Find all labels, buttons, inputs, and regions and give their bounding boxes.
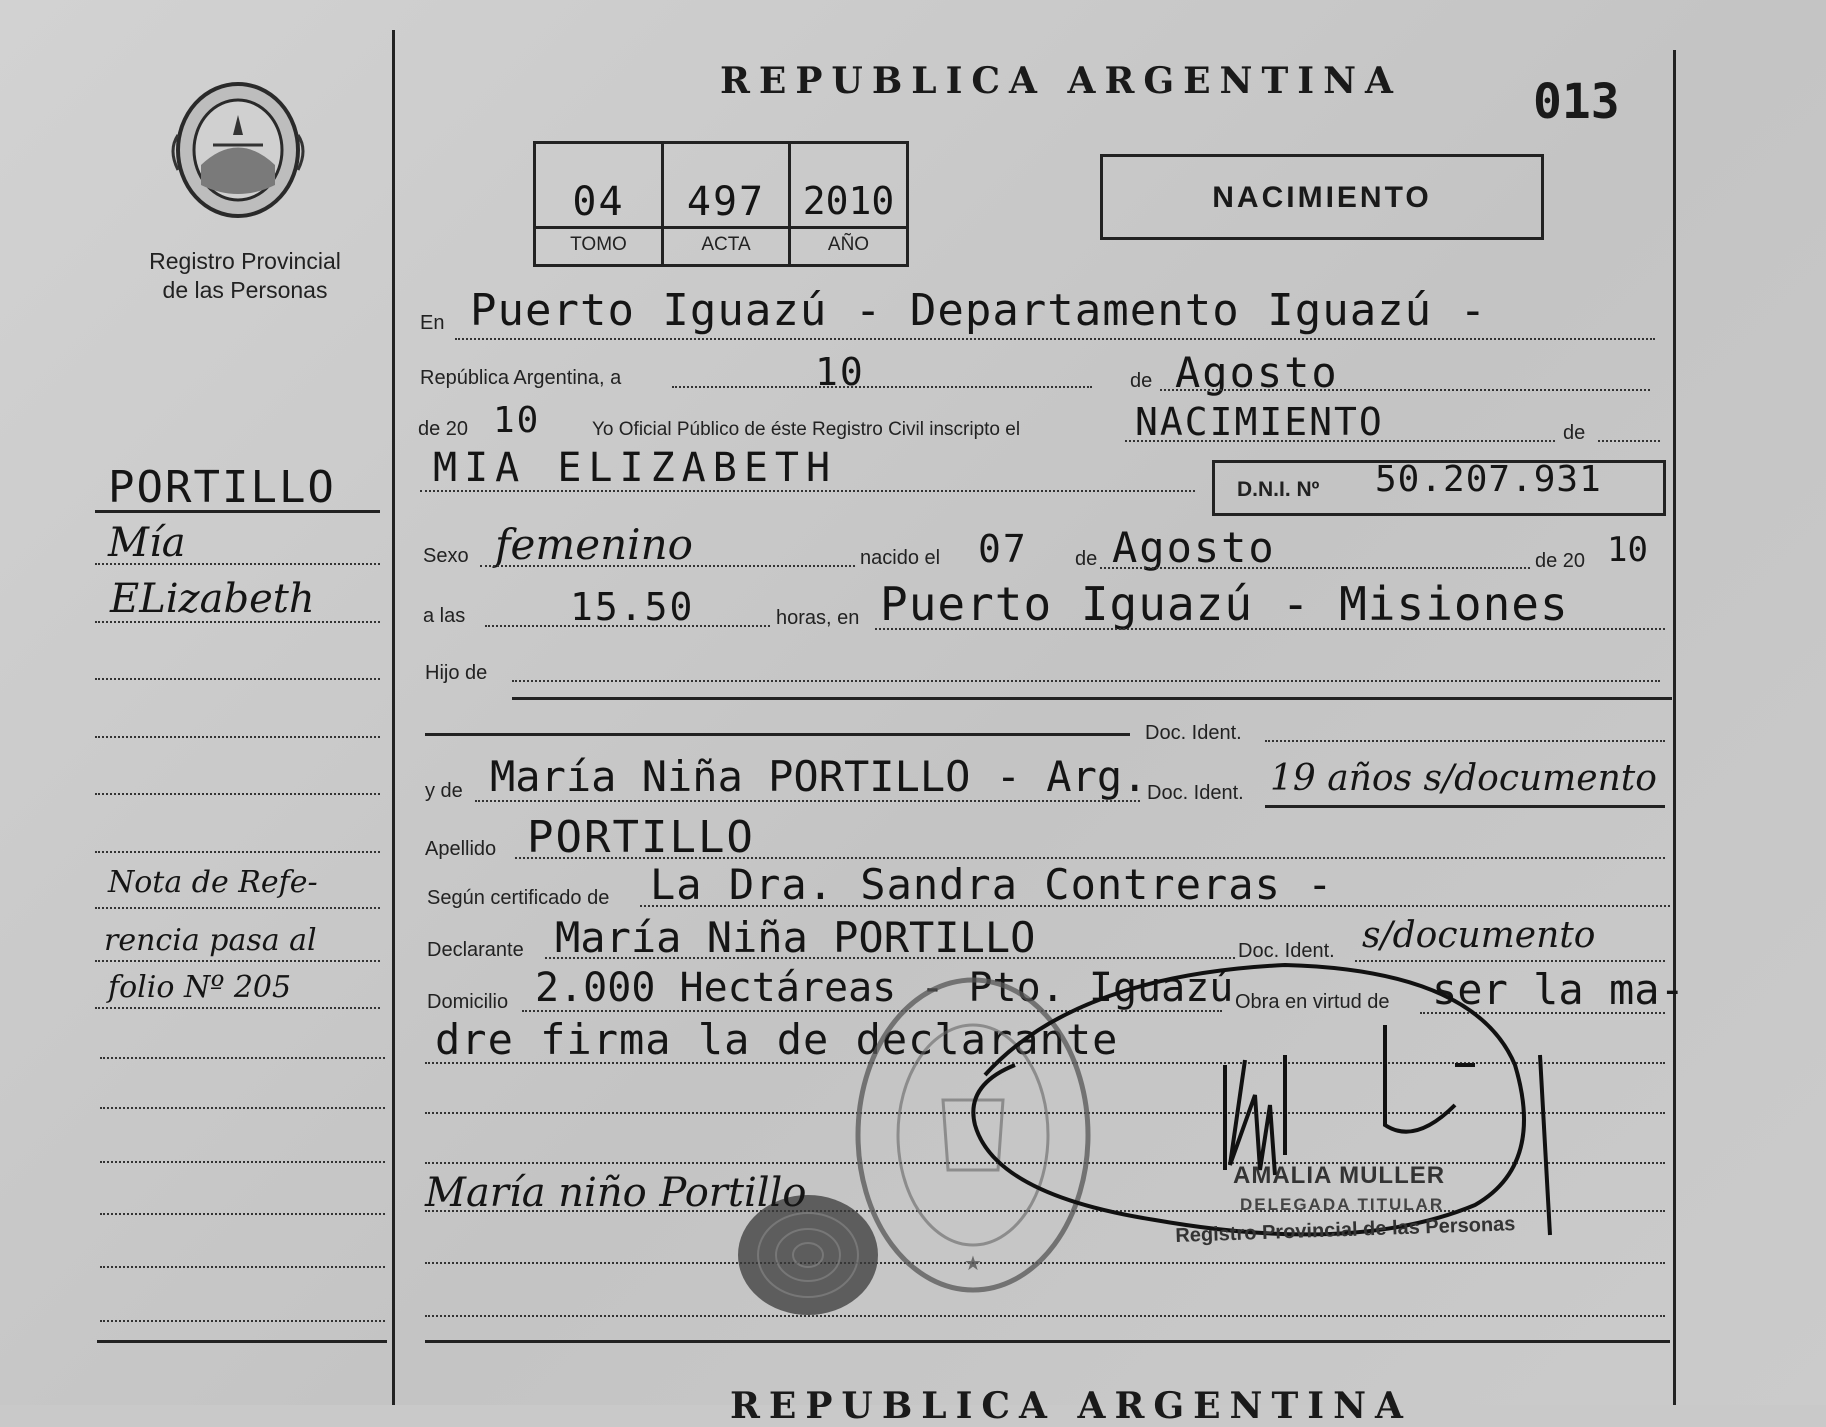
registry-name-line2: de las Personas bbox=[162, 277, 328, 303]
label-republica: República Argentina, a bbox=[420, 367, 622, 389]
label-domicilio: Domicilio bbox=[427, 991, 509, 1013]
full-name: MIA ELIZABETH bbox=[433, 445, 838, 491]
label-doc-ident: Doc. Ident. bbox=[1145, 722, 1242, 744]
hora: 15.50 bbox=[570, 585, 695, 629]
label-apellido: Apellido bbox=[425, 838, 497, 860]
margin-line bbox=[95, 678, 380, 680]
margin-note-1: Nota de Refe- bbox=[108, 865, 318, 900]
label-de20-2: de 20 bbox=[1535, 550, 1586, 572]
label-de20: de 20 bbox=[418, 418, 469, 440]
label-de-2: de bbox=[1563, 422, 1586, 444]
label-sexo: Sexo bbox=[423, 545, 469, 567]
form-line bbox=[485, 625, 770, 627]
misiones-seal-icon bbox=[163, 75, 313, 225]
declarante-doc: s/documento bbox=[1362, 915, 1596, 956]
form-rule bbox=[512, 697, 1672, 700]
form-line bbox=[1598, 440, 1660, 442]
label-declarante: Declarante bbox=[427, 939, 524, 961]
mother: María Niña PORTILLO - Arg. bbox=[490, 752, 1148, 801]
label-nacido: nacido el bbox=[860, 547, 941, 569]
margin-line bbox=[95, 851, 380, 853]
dni-box bbox=[1212, 460, 1666, 516]
official-name: AMALIA MULLER bbox=[1233, 1162, 1446, 1189]
declarante: María Niña PORTILLO bbox=[555, 913, 1036, 962]
form-line bbox=[515, 857, 1665, 859]
form-line bbox=[420, 490, 1195, 492]
document-title: REPUBLICA ARGENTINA bbox=[720, 60, 1402, 102]
margin-line bbox=[95, 736, 380, 738]
margin-line bbox=[100, 1057, 385, 1059]
label-obra: Obra en virtud de bbox=[1235, 991, 1390, 1013]
label-segun: Según certificado de bbox=[427, 887, 610, 909]
margin-line bbox=[100, 1213, 385, 1215]
sexo: femenino bbox=[495, 520, 693, 569]
acta-number-box bbox=[533, 141, 909, 267]
margin-line bbox=[100, 1107, 385, 1109]
tomo-label: TOMO bbox=[570, 234, 627, 255]
acta-value: 497 bbox=[686, 179, 766, 225]
label-oficial: Yo Oficial Público de éste Registro Civil inscripto el bbox=[592, 419, 1021, 440]
svg-text:★: ★ bbox=[964, 1251, 982, 1275]
form-line bbox=[1265, 740, 1665, 742]
form-line bbox=[672, 386, 1092, 388]
page-number: 013 bbox=[1533, 74, 1620, 130]
margin-line bbox=[100, 1161, 385, 1163]
place: Puerto Iguazú - Departamento Iguazú - bbox=[470, 285, 1488, 336]
birth-month: Agosto bbox=[1112, 523, 1276, 572]
margin-line bbox=[100, 1266, 385, 1268]
margin-line bbox=[95, 621, 380, 623]
margin-surname: PORTILLO bbox=[108, 462, 336, 513]
form-line bbox=[425, 1315, 1665, 1317]
dni-label: D.N.I. Nº bbox=[1237, 478, 1320, 501]
margin-underline bbox=[95, 510, 380, 513]
acta-divider bbox=[536, 226, 906, 229]
month: Agosto bbox=[1175, 348, 1339, 397]
registry-name-line1: Registro Provincial bbox=[149, 248, 341, 274]
declarant-signature: María niño Portillo bbox=[425, 1170, 807, 1216]
acta-label: ACTA bbox=[701, 234, 751, 255]
margin-bottom-rule bbox=[97, 1340, 387, 1343]
margin-given-name-1: Mía bbox=[108, 520, 186, 566]
official-office: Registro Provincial de las Personas bbox=[1175, 1213, 1516, 1247]
year-suffix: 10 bbox=[493, 400, 541, 441]
birth-place: Puerto Iguazú - Misiones bbox=[880, 577, 1569, 631]
label-doc-ident-3: Doc. Ident. bbox=[1238, 940, 1335, 962]
form-line bbox=[455, 338, 1655, 340]
label-de: de bbox=[1130, 370, 1153, 392]
form-line bbox=[1100, 567, 1530, 569]
anio-label: AÑO bbox=[827, 234, 870, 255]
birth-year-suffix: 10 bbox=[1607, 530, 1648, 570]
margin-line bbox=[95, 563, 380, 565]
label-horas: horas, en bbox=[776, 607, 860, 629]
form-bottom-rule bbox=[425, 1340, 1670, 1343]
birth-day: 07 bbox=[978, 527, 1028, 571]
form-line bbox=[1125, 440, 1555, 442]
margin-rule bbox=[392, 30, 395, 1405]
margin-given-name-2: ELizabeth bbox=[110, 576, 315, 622]
tomo-value: 04 bbox=[572, 179, 625, 225]
form-line bbox=[1160, 389, 1650, 391]
dni-value: 50.207.931 bbox=[1375, 459, 1602, 500]
day: 10 bbox=[815, 350, 865, 394]
form-line bbox=[475, 800, 1140, 802]
margin-line bbox=[95, 907, 380, 909]
margin-note-3: folio Nº 205 bbox=[108, 970, 292, 1005]
form-line bbox=[480, 565, 855, 567]
record-type: NACIMIENTO bbox=[1212, 181, 1432, 214]
margin-line bbox=[95, 1007, 380, 1009]
footer-title: REPUBLICA ARGENTINA bbox=[730, 1385, 1412, 1427]
label-y-de: y de bbox=[425, 780, 463, 802]
right-rule bbox=[1673, 50, 1676, 1405]
margin-line bbox=[95, 793, 380, 795]
label-doc-ident-2: Doc. Ident. bbox=[1147, 782, 1244, 804]
form-line bbox=[512, 680, 1660, 682]
registry-name bbox=[100, 247, 390, 305]
mother-doc: 19 años s/documento bbox=[1270, 758, 1657, 799]
domicilio: 2.000 Hectáreas - Pto. Iguazú bbox=[535, 965, 1234, 1011]
form-line bbox=[875, 628, 1665, 630]
margin-line bbox=[100, 1320, 385, 1322]
form-rule bbox=[1265, 805, 1665, 808]
official-title: DELEGADA TITULAR bbox=[1240, 1195, 1445, 1214]
form-line bbox=[640, 905, 1670, 907]
obra-continued: dre firma la de declarante bbox=[435, 1015, 1119, 1064]
label-hijo: Hijo de bbox=[425, 662, 488, 684]
certificado: La Dra. Sandra Contreras - bbox=[650, 860, 1334, 909]
label-en: En bbox=[420, 312, 445, 334]
label-alas: a las bbox=[423, 605, 466, 627]
apellido: PORTILLO bbox=[527, 812, 755, 863]
obra: ser la ma- bbox=[1432, 965, 1685, 1014]
form-rule bbox=[425, 733, 1130, 736]
anio-value: 2010 bbox=[802, 179, 895, 223]
margin-note-2: rencia pasa al bbox=[104, 923, 317, 958]
label-de-3: de bbox=[1075, 548, 1098, 570]
record-type-box bbox=[1100, 154, 1544, 240]
inscripto: NACIMIENTO bbox=[1135, 400, 1384, 444]
margin-line bbox=[95, 960, 380, 962]
